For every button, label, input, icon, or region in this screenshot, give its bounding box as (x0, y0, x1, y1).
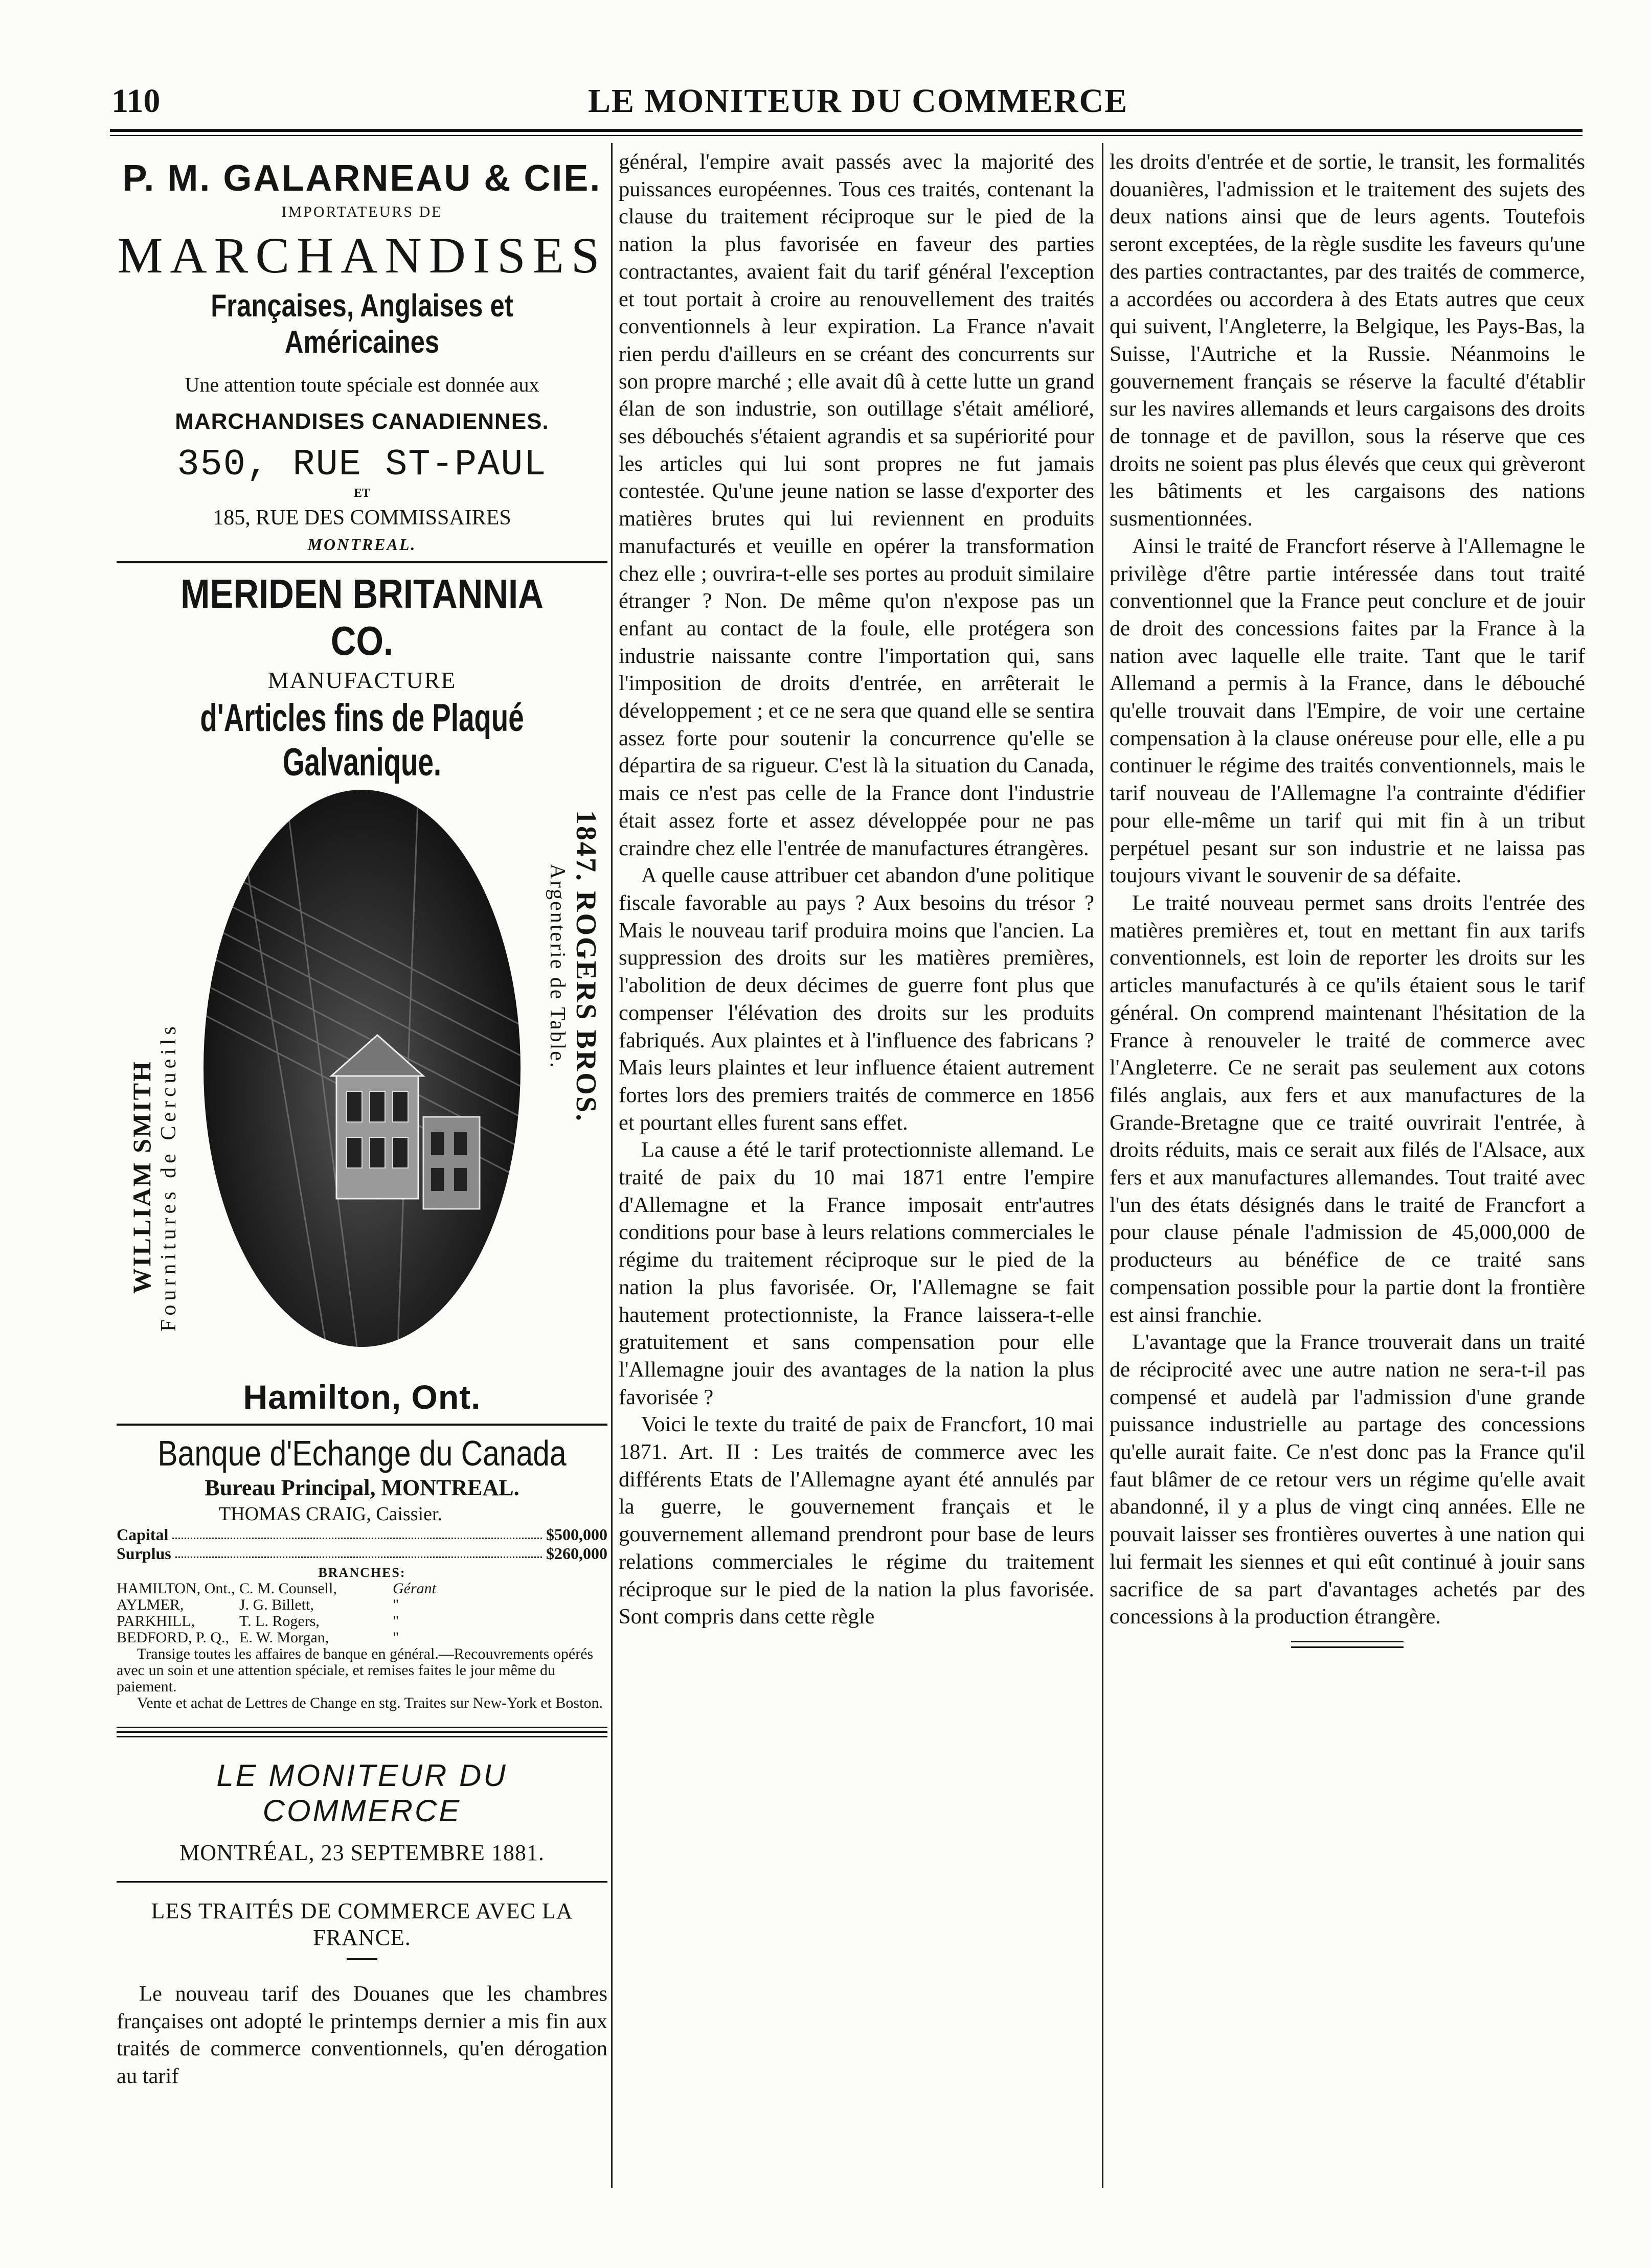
ad-galarneau-attention: Une attention toute spéciale est donnée aux (185, 373, 539, 396)
ad-meriden-left-vertical (127, 1022, 181, 1332)
branch-row (117, 1597, 607, 1613)
ad-separator (117, 561, 607, 563)
capital-label: Capital (117, 1525, 169, 1544)
masthead-dateline: MONTRÉAL, 23 SEPTEMBRE 1881. (179, 1840, 545, 1865)
dot-leader (175, 1544, 542, 1558)
column-divider-2 (1102, 143, 1103, 2188)
article-paragraph: général, l'empire avait passés avec la majorité des puissances européennes. Tous ces traités, contenant la clause du traitement réciproque sur le pied de la nation la plus favorisée en faveur des parties contractantes, avaient fait du tarif général l'exception et tout portait à croire au renouvellement des traités conventionnels à leur expiration. La France n'avait rien perdu d'ailleurs en se créant des concurrents sur son propre marché ; elle avait dû à cette lutte un grand élan de son industrie, son outillage s'était amélioré, ses débouchés s'étaient agrandis et sa supériorité pour les articles qui lui sont propres ne fut jamais contestée. Qu'une jeune nation se lasse d'exporter des matières brutes qui lui reviennent en produits manufacturés et veuille en opérer la transformation chez elle ; ouvrira-t-elle ses portes au produit similaire étranger ? Non. De même qu'on n'expose pas un enfant au contact de la foule, elle protégera son industrie naissante contre l'importation qui, sans l'imposition de droits d'entrée, en arrêterait le développement ; et ce ne sera que quand elle se sentira assez forte pour soutenir la concurrence qu'elle se départira de sa rigueur. C'est là la situation du Canada, mais ce n'est pas celle de la France dont l'industrie était assez forte et assez développée pour ne pas craindre chez elle l'entrée de manufactures étrangères. (619, 150, 1094, 860)
branch-row (117, 1580, 607, 1597)
ad-galarneau-headline: MARCHANDISES (117, 227, 607, 284)
branch-role: " (393, 1596, 399, 1613)
column-ads (117, 148, 607, 2090)
ad-galarneau-address2: 185, RUE DES COMMISSAIRES (213, 506, 511, 530)
ad-meriden-products: d'Articles fins de Plaqué Galvanique. (200, 696, 524, 784)
factory-engraving (204, 790, 521, 1347)
article-paragraph: Voici le texte du traité de paix de Francfort, 10 mai 1871. Art. II : Les traités de commerce avec les différents Etats de l'Allemagne ayant été annulés par la guerre, le gouvernement français et le gouvernement allemand prendront pour base de leurs relations commerciales le régime du traitement réciproque sur le pied de la nation la plus favorisée. Sont compris dans cette règle (619, 1412, 1094, 1629)
surplus-label: Surplus (117, 1544, 171, 1563)
branch-role: " (393, 1613, 399, 1630)
running-title: LE MONITEUR DU COMMERCE (588, 82, 1128, 120)
surplus-row (117, 1544, 607, 1563)
ad-galarneau-address1: 350, RUE ST-PAUL (177, 444, 547, 486)
ad-galarneau-subtitle: IMPORTATEURS DE (281, 203, 443, 220)
article-body-col2 (619, 148, 1094, 1631)
masthead-title: LE MONITEUR DU COMMERCE (216, 1758, 508, 1828)
ad-banque (117, 1433, 607, 1711)
william-smith-label: WILLIAM SMITH (127, 1060, 156, 1294)
ad-meriden-manufacture: MANUFACTURE (267, 667, 457, 693)
end-rule (1291, 1646, 1404, 1648)
article-paragraph: La cause a été le tarif protectionniste allemand. Le traité de paix du 10 mai 1871 entre l'empire d'Allemagne et la France imposait entr'autres conditions pour base à leurs relations commerciales le régime du traitement réciproque sur le pied de la nation la plus favorisée. Or, l'Allemagne se fait hautement protectionniste, la France laissera-t-elle gratuitement et sans compensation pour elle l'Allemagne jouir des avantages de la nation la plus favorisée ? (619, 1138, 1094, 1409)
article-paragraph: L'avantage que la France trouverait dans un traité de réciprocité avec une autre nation ne sera-t-il pas compensé et audelà par l'admission d'une grande puissance industrielle au partage des concessions qu'elle aurait faite. Ce n'est donc pas la France qu'il faut blâmer de ce retour vers un régime qu'elle avait abandonné, il y a plus de vingt cinq années. Elle ne pouvait laisser ses frontières ouvertes à une nation qui lui fermait les siennes et qui eût continué à jouir sans sacrifice de sa part d'avantages achetés par des concessions à la production étrangère. (1110, 1330, 1585, 1629)
ad-galarneau-name: P. M. GALARNEAU & CIE. (122, 158, 602, 199)
ad-meriden-right-vertical (545, 810, 602, 1122)
article-title: LES TRAITÉS DE COMMERCE AVEC LA FRANCE. (151, 1898, 573, 1950)
ad-galarneau-canadian: MARCHANDISES CANADIENNES. (175, 409, 549, 434)
banque-note-2: Vente et achat de Lettres de Change en stg. Traites sur New-York et Boston. (137, 1694, 603, 1711)
branches-list (117, 1580, 607, 1646)
ad-banque-notes (117, 1646, 607, 1711)
article-paragraph: Ainsi le traité de Francfort réserve à l'Allemagne le privilège d'être partie intéressée dans tout traité conventionnel que la France peut conclure et de jouir de droit des concessions faites par la France à la nation avec laquelle elle traite. Tant que le tarif Allemand a permis à la France, dans le débouché qu'elle trouvait dans l'Empire, de voir une certaine compensation à la clause onéreuse pour elle, elle a pu continuer le régime des traités conventionnels, mais le tarif nouveau de l'Allemagne l'a contrainte d'édifier pour elle-même un tarif qui mit fin à un tribut perpétuel pesant sur son industrie et ne laissa pas toujours vivant le souvenir de sa défaite. (1110, 534, 1585, 888)
article-paragraph: A quelle cause attribuer cet abandon d'une politique fiscale favorable au pays ? Aux besoins du trésor ? Mais le nouveau tarif produira moins que l'ancien. La suppression des droits sur les matières premières, l'abolition de deux décimes de guerre font plus que compenser l'élévation des droits sur les produits fabriqués. Aux plaintes et à l'influence des fabricans ? Mais leurs plaintes et leur influence étaient autrement fortes lors des premiers traités de commerce en 1856 et pourtant elles furent sans effet. (619, 863, 1094, 1135)
ad-banque-bureau: Bureau Principal, MONTREAL. (205, 1475, 519, 1500)
branch-role: Gérant (393, 1580, 436, 1597)
branch-agent: E. W. Morgan, (239, 1629, 329, 1646)
rogers-bros-label: 1847. ROGERS BROS. (570, 810, 602, 1122)
ad-meriden-city: Hamilton, Ont. (243, 1378, 481, 1416)
branch-row (117, 1613, 607, 1630)
ad-meriden-name: MERIDEN BRITANNIA CO. (180, 571, 544, 663)
ad-meriden-illustration (117, 790, 607, 1378)
ad-galarneau-city: MONTREAL. (307, 535, 417, 554)
capital-row (117, 1525, 607, 1544)
branch-row (117, 1630, 607, 1646)
article-body-col3 (1110, 148, 1585, 1648)
article-paragraph: les droits d'entrée et de sortie, le transit, les formalités douanières, l'admission et le traitement des sujets des deux nations ainsi que de leurs agents. Toutefois seront exceptées, de la règle susdite les faveurs qu'une des parties contractantes, par des traités de commerce, a accordées ou accordera à des Etats autres que ceux qui suivent, l'Angleterre, la Belgique, les Pays-Bas, la Suisse, l'Autriche et la Russie. Néanmoins le gouvernement français se réserve la faculté d'établir sur les navires allemands et leurs cargaisons des droits de tonnage et de pavillon, sous la réserve que ces droits ne soient pas plus élevés que ceux qui grèveront les bâtiments et les cargaisons des nations susmentionnées. (1110, 150, 1585, 531)
masthead-rule (117, 1727, 607, 1728)
branches-title: BRANCHES: (318, 1565, 406, 1580)
ad-galarneau-origins: Françaises, Anglaises et Américaines (211, 288, 513, 360)
masthead-rule (117, 1736, 607, 1737)
branch-place: BEDFORD, P. Q., (117, 1629, 230, 1646)
dot-leader (172, 1525, 542, 1539)
title-rule (347, 1958, 377, 1960)
branch-place: PARKHILL, (117, 1613, 195, 1630)
surplus-value: $260,000 (546, 1544, 607, 1563)
end-rule (1291, 1641, 1404, 1642)
branch-agent: J. G. Billett, (239, 1596, 314, 1613)
branch-place: HAMILTON, Ont., (117, 1580, 235, 1597)
branch-role: " (393, 1629, 399, 1646)
ad-banque-cashier: THOMAS CRAIG, Caissier. (219, 1503, 443, 1525)
ad-separator-2 (117, 1424, 607, 1426)
branch-place: AYLMER, (117, 1596, 184, 1613)
branch-agent: C. M. Counsell, (239, 1580, 337, 1597)
article-body-col1 (117, 1980, 607, 2090)
column-divider-1 (611, 143, 613, 2188)
page-number: 110 (111, 82, 161, 120)
argenterie-label: Argenterie de Table. (546, 863, 569, 1069)
masthead-rule (117, 1731, 607, 1733)
factory-building-icon (204, 790, 521, 1347)
header-rule (110, 129, 1583, 132)
ad-galarneau-et: ET (353, 487, 370, 500)
header-rule-thin (110, 135, 1583, 136)
branch-agent: T. L. Rogers, (239, 1613, 320, 1630)
article-paragraph: Le traité nouveau permet sans droits l'entrée des matières premières et, tout en mettant fin aux tarifs conventionnels, est loin de reporter les droits sur les articles manufacturés à ce qu'ils étaient sous le tarif général. On comprend maintenant l'hésitation de la France à renouveler le traité de commerce avec l'Angleterre. Ce ne serait pas seulement aux cotons filés anglais, aux fers et aux manufactures de la Grande-Bretagne que ce traité ouvrirait l'entrée, à droits réduits, mais ce serait aux filés de l'Alsace, aux fers et aux manufactures allemandes. Tout traité avec l'un des états désignés dans le traité de Francfort a pour clause pénale l'admission de 45,000,000 de producteurs au bénéfice de ce traité sans compensation possible pour la partie dont la frontière est ainsi franchie. (1110, 890, 1585, 1327)
banque-note-1: Transige toutes les affaires de banque en général.—Recouvrements opérés avec un soin et une attention spéciale, et remises faites le jour même du paiement. (117, 1645, 594, 1695)
ad-galarneau (117, 157, 607, 554)
capital-value: $500,000 (546, 1525, 607, 1544)
ad-banque-name: Banque d'Echange du Canada (157, 1433, 567, 1473)
dateline-rule (117, 1881, 607, 1883)
cercueils-label: Fournitures de Cercueils (157, 1022, 180, 1332)
ad-meriden (117, 570, 607, 1416)
article-paragraph: Le nouveau tarif des Douanes que les chambres françaises ont adopté le printemps dernier a mis fin aux traités de commerce conventionnels, qu'en dérogation au tarif (117, 1982, 607, 2089)
